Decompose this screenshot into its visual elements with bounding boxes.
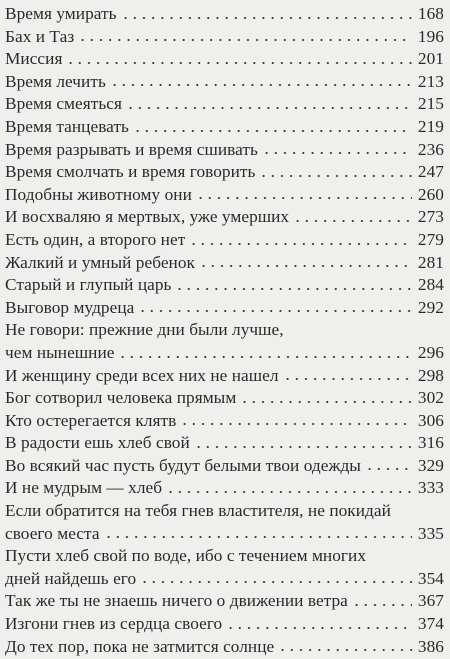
entry-title: Есть один, а второго нет xyxy=(5,229,186,249)
entry-title: Время лечить xyxy=(5,71,106,91)
entry-title: До тех пор, пока не затмится солнце xyxy=(5,636,275,656)
page-number: 196 xyxy=(417,26,444,46)
entry-title: Время танцевать xyxy=(5,116,129,136)
toc-entry xyxy=(5,206,444,229)
toc-entry xyxy=(5,26,444,49)
entry-title: Подобны животному они xyxy=(5,184,192,204)
toc-entry xyxy=(5,365,444,388)
dot-leader xyxy=(240,399,412,405)
toc-entry xyxy=(5,410,444,433)
page-number: 213 xyxy=(417,71,444,91)
toc-entry xyxy=(5,432,444,455)
dot-leader xyxy=(126,105,412,111)
entry-title: Миссия xyxy=(5,49,63,69)
entry-title-continuation: чем нынешние xyxy=(5,342,115,362)
page-number: 247 xyxy=(417,162,444,182)
dot-leader xyxy=(278,647,412,653)
entry-title-continuation: дней найдешь его xyxy=(5,568,137,588)
dot-leader xyxy=(226,625,412,631)
page-number: 215 xyxy=(417,94,444,114)
page-number: 273 xyxy=(417,207,444,227)
entry-title: Старый и глупый царь xyxy=(5,275,172,295)
toc-entry xyxy=(5,3,444,26)
entry-title: И не мудрым — хлеб xyxy=(5,478,163,498)
table-of-contents xyxy=(5,3,444,658)
toc-entry xyxy=(5,93,444,116)
dot-leader xyxy=(283,376,412,382)
page-number: 302 xyxy=(417,388,444,408)
dot-leader xyxy=(293,218,412,224)
page-number: 281 xyxy=(417,252,444,272)
dot-leader xyxy=(110,82,412,88)
page-number: 236 xyxy=(417,139,444,159)
dot-leader xyxy=(140,579,412,585)
page-number: 168 xyxy=(417,4,444,23)
page-number: 333 xyxy=(417,478,444,498)
dot-leader xyxy=(196,195,412,201)
toc-entry xyxy=(5,545,444,590)
entry-title: Бах и Таз xyxy=(5,26,75,46)
entry-title-continuation-row xyxy=(5,523,444,546)
dot-leader xyxy=(78,37,412,43)
dot-leader xyxy=(262,150,412,156)
page-number: 219 xyxy=(417,116,444,136)
entry-title: Бог сотворил человека прямым xyxy=(5,388,237,408)
page-number: 329 xyxy=(417,455,444,475)
toc-entry xyxy=(5,116,444,139)
toc-entry xyxy=(5,252,444,275)
toc-entry xyxy=(5,319,444,364)
dot-leader xyxy=(66,60,412,66)
page-number: 298 xyxy=(417,365,444,385)
toc-entry xyxy=(5,229,444,252)
dot-leader xyxy=(118,354,412,360)
toc-entry xyxy=(5,636,444,659)
toc-entry xyxy=(5,274,444,297)
toc-entry xyxy=(5,48,444,71)
dot-leader xyxy=(189,241,412,247)
toc-entry xyxy=(5,184,444,207)
entry-title: Жалкий и умный ребенок xyxy=(5,252,195,272)
page-number: 296 xyxy=(417,342,444,362)
dot-leader xyxy=(166,489,412,495)
entry-title: Пусти хлеб свой по воде, ибо с течением многих xyxy=(5,546,367,566)
entry-title: И восхваляю я мертвых, уже умерших xyxy=(5,207,290,227)
dot-leader xyxy=(133,128,412,134)
dot-leader xyxy=(194,444,412,450)
entry-title: Время смеяться xyxy=(5,94,123,114)
toc-entry xyxy=(5,590,444,613)
entry-title: Время умирать xyxy=(5,4,117,23)
page-number: 279 xyxy=(417,229,444,249)
toc-entry xyxy=(5,297,444,320)
page-number: 260 xyxy=(417,184,444,204)
entry-title: Кто остерегается клятв xyxy=(5,410,177,430)
toc-entry xyxy=(5,477,444,500)
entry-title: И женщину среди всех них не нашел xyxy=(5,365,279,385)
page-number: 354 xyxy=(417,568,444,588)
entry-title: Так же ты не знаешь ничего о движении ветра xyxy=(5,591,348,611)
dot-leader xyxy=(259,173,412,179)
toc-entry xyxy=(5,455,444,478)
entry-title: Выговор мудреца xyxy=(5,297,135,317)
entry-title: Время смолчать и время говорить xyxy=(5,162,256,182)
page-number: 306 xyxy=(417,410,444,430)
dot-leader xyxy=(121,15,412,21)
toc-entry xyxy=(5,613,444,636)
page-number: 284 xyxy=(417,275,444,295)
entry-title: Во всякий час пусть будут белыми твои одежды xyxy=(5,455,361,475)
entry-title: Не говори: прежние дни были лучше, xyxy=(5,320,284,340)
dot-leader xyxy=(104,534,412,540)
page-number: 201 xyxy=(417,49,444,69)
entry-title: В радости ешь хлеб свой xyxy=(5,433,190,453)
toc-entry xyxy=(5,71,444,94)
dot-leader xyxy=(180,421,412,427)
entry-title: Изгони гнев из сердца своего xyxy=(5,614,223,634)
entry-title-continuation: своего места xyxy=(5,523,100,543)
dot-leader xyxy=(199,263,412,269)
dot-leader xyxy=(365,466,412,472)
entry-title-continuation-row xyxy=(5,568,444,591)
entry-title-continuation-row xyxy=(5,342,444,365)
page-number: 386 xyxy=(417,636,444,656)
toc-entry xyxy=(5,387,444,410)
page-number: 292 xyxy=(417,297,444,317)
dot-leader xyxy=(175,286,412,292)
toc-entry xyxy=(5,500,444,545)
dot-leader xyxy=(352,602,412,608)
toc-entry xyxy=(5,139,444,162)
toc-entry xyxy=(5,161,444,184)
page-number: 335 xyxy=(417,523,444,543)
page-number: 367 xyxy=(417,591,444,611)
page-number: 374 xyxy=(417,614,444,634)
page-number: 316 xyxy=(417,433,444,453)
entry-title: Время разрывать и время сшивать xyxy=(5,139,258,159)
dot-leader xyxy=(138,308,412,314)
entry-title: Если обратится на тебя гнев властителя, не покидай xyxy=(5,501,391,521)
